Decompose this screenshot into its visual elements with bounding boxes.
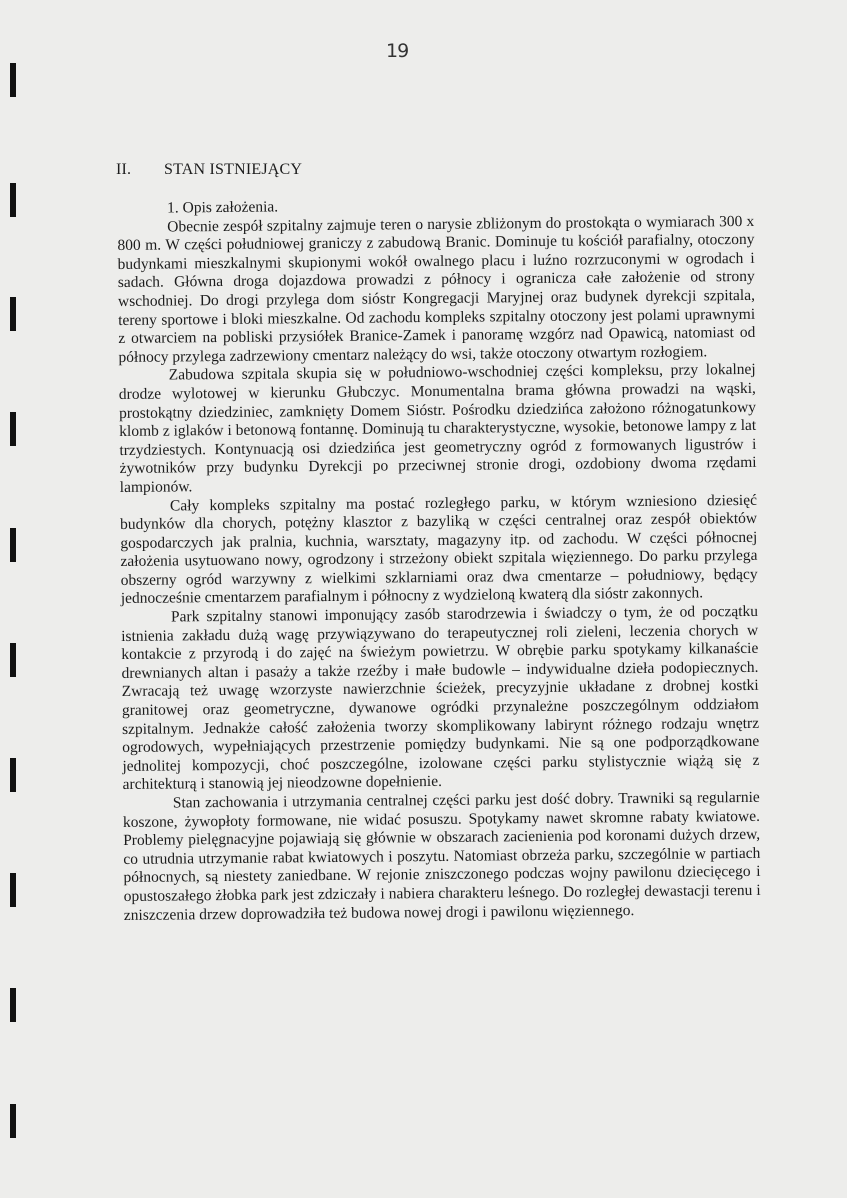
page-number: 19 bbox=[386, 40, 409, 62]
binding-mark bbox=[10, 873, 16, 907]
paragraph: Cały kompleks szpitalny ma postać rozległego parku, w którym wzniesiono dziesięć budynków dla chorych, potężny klasztor z bazyliką w części centralnej oraz zespół obiektów gospodarczych jak pralnia, kuchnia, warsztaty, magazyny itp. od zachodu. W części północnej założenia usytuowano nowy, ogrodzony i strzeżony obiekt szpitala więziennego. Do parku przylega obszerny ogród warzywny z wielkimi szklarniami oraz dwa cmentarze – południowy, będący jednocześnie cmentarzem parafialnym i północny z wydzieloną kwaterą dla sióstr zakonnych. bbox=[120, 491, 758, 608]
subsection-title: 1. Opis założenia. bbox=[166, 198, 279, 217]
paragraph: Obecnie zespół szpitalny zajmuje teren o narysie zbliżonym do prostokąta o wymiarach 300 x 800 m. W części południowej graniczy z zabudową Branic. Dominuje tu kościół parafialny, otoczony budynkami mieszkalnymi skupionymi wokół owalnego placu i luźno rozrzuconymi w ogrodach i sadach. Główna droga dojazdowa prowadzi z północy i ogranicza całe założenie od strony wschodniej. Do drogi przylega dom sióstr Kongregacji Maryjnej oraz budynek dyrekcji szpitala, tereny sportowe i bloki mieszkalne. Od zachodu kompleks szpitalny otoczony jest polami uprawnymi z otwarciem na pobliski przysiółek Branice-Zamek i panoramę wzgórz nad Opawicą, natomiast od północy przylega zadrzewiony cmentarz należący do wsi, także otoczony otwartym rozłogiem. bbox=[117, 212, 756, 366]
binding-mark bbox=[10, 988, 16, 1022]
paragraph: Park szpitalny stanowi imponujący zasób starodrzewia i świadczy o tym, że od początku istnienia zakładu dużą wagę przywiązywano do terapeutycznej roli zieleni, leczenia chorych w kontakcie z przyrodą i do zajęć na świeżym powietrzu. W obrębie parku spotykamy kilkanaście drewnianych altan i pasaży a także rzeźby i małe budowle – indywidualne dzieła podopiecznych. Zwracają też uwagę wzorzyste nawierzchnie ścieżek, precyzyjnie układane z drobnej kostki granitowej oraz geometryczne, dywanowe ogródki przynależne poszczególnym oddziałom szpitalnym. Jednakże całość założenia tworzy skomplikowany labirynt różnego rodzaju wnętrz ogrodowych, wypełniających przestrzenie pomiędzy budynkami. Nie są one podporządkowane jednolitej kompozycji, choć poszczególne, izolowane części parku stylistycznie wiążą się z architekturą i stanowią jej nieodzowne dopełnienie. bbox=[121, 602, 760, 794]
binding-mark bbox=[10, 63, 16, 97]
section-heading bbox=[116, 161, 302, 179]
binding-mark bbox=[10, 643, 16, 677]
binding-mark bbox=[10, 183, 16, 217]
binding-mark bbox=[10, 528, 16, 562]
section-number: II. bbox=[116, 161, 132, 178]
paragraph: Zabudowa szpitala skupia się w południowo-wschodniej części kompleksu, przy lokalnej drodze wylotowej w kierunku Głubczyc. Monumentalna brama główna prowadzi na wąski, prostokątny dziedziniec, zamknięty Domem Sióstr. Pośrodku dziedzińca założono różnogatunkowy klomb z iglaków i betonową fontannę. Dominują tu charakterystyczne, wysokie, betonowe lampy z lat trzydziestych. Kontynuacją osi dziedzińca jest geometryczny ogród z formowanych ligustrów i żywotników przy budynku Dyrekcji po przeciwnej stronie drogi, ozdobiony dwoma rzędami lampionów. bbox=[118, 361, 757, 496]
section-title: STAN ISTNIEJĄCY bbox=[164, 161, 303, 178]
body-text bbox=[117, 194, 761, 925]
binding-mark bbox=[10, 412, 16, 446]
binding-mark bbox=[10, 1104, 16, 1138]
binding-mark bbox=[10, 297, 16, 331]
paragraph: Stan zachowania i utrzymania centralnej części parku jest dość dobry. Trawniki są regularnie koszone, żywopłoty formowane, nie widać posuszu. Spotykamy nawet skromne rabaty kwiatowe. Problemy pielęgnacyjne pojawiają się głównie w obszarach zacienienia pod koronami dużych drzew, co utrudnia utrzymanie rabat kwiatowych i poszytu. Natomiast obrzeża parku, szczególnie w partiach północnych, są niestety zaniedbane. W rejonie zniszczonego podczas wojny pawilonu dziecięcego i opustoszałego żłobka park jest zdziczały i nabiera charakteru leśnego. Do rozległej dewastacji terenu i zniszczenia drzew doprowadziła też budowa nowej drogi i pawilonu więziennego. bbox=[122, 788, 761, 924]
binding-marks bbox=[10, 0, 20, 1198]
binding-mark bbox=[10, 758, 16, 792]
